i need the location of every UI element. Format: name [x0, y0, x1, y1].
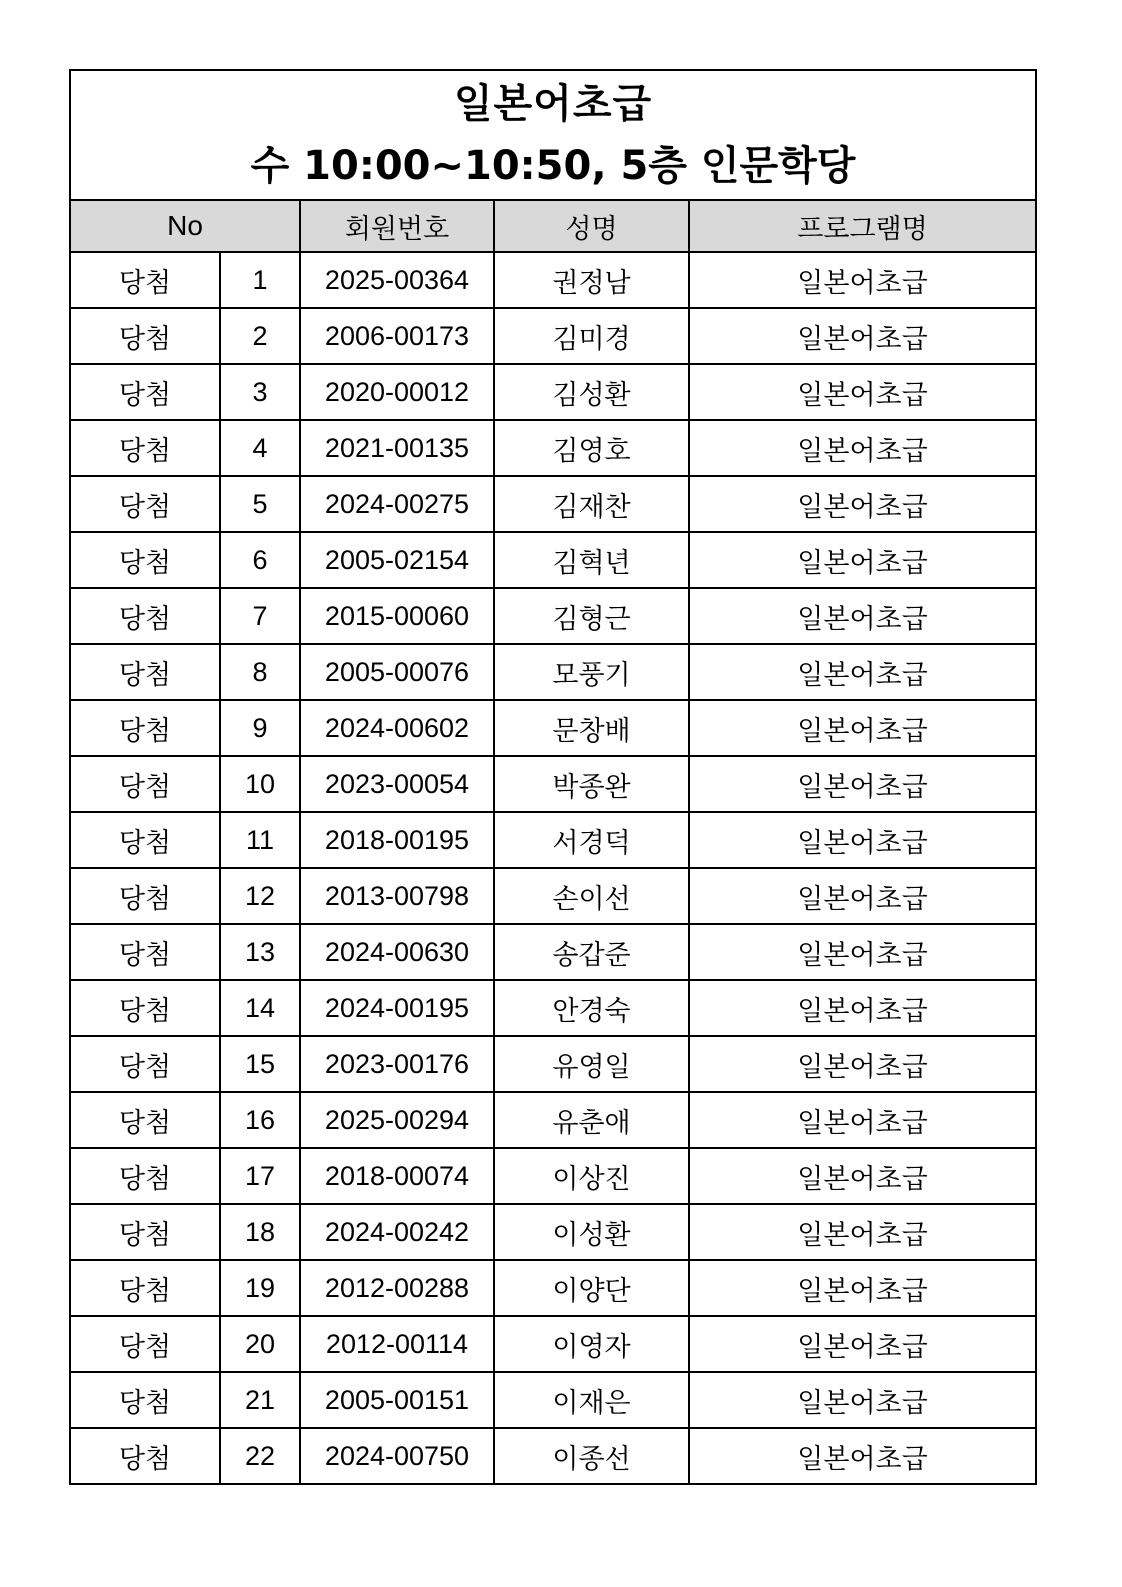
program-name-cell: 일본어초급	[689, 1204, 1036, 1260]
row-number-cell: 19	[220, 1260, 300, 1316]
program-name-cell: 일본어초급	[689, 364, 1036, 420]
member-name-cell: 서경덕	[494, 812, 689, 868]
program-name-cell: 일본어초급	[689, 532, 1036, 588]
member-id-cell: 2024-00750	[300, 1428, 494, 1484]
member-id-cell: 2015-00060	[300, 588, 494, 644]
member-name-cell: 이상진	[494, 1148, 689, 1204]
member-id-cell: 2005-00076	[300, 644, 494, 700]
member-name-cell: 문창배	[494, 700, 689, 756]
program-name-cell: 일본어초급	[689, 252, 1036, 308]
program-title: 일본어초급	[453, 81, 653, 127]
member-name-cell: 김재찬	[494, 476, 689, 532]
program-name-cell: 일본어초급	[689, 924, 1036, 980]
program-name-cell: 일본어초급	[689, 1092, 1036, 1148]
row-number-cell: 6	[220, 532, 300, 588]
status-cell: 당첨	[70, 532, 220, 588]
row-number-cell: 15	[220, 1036, 300, 1092]
program-name-cell: 일본어초급	[689, 588, 1036, 644]
member-id-cell: 2005-02154	[300, 532, 494, 588]
program-name-cell: 일본어초급	[689, 1260, 1036, 1316]
status-cell: 당첨	[70, 364, 220, 420]
lottery-result-table	[69, 69, 1037, 1485]
status-cell: 당첨	[70, 868, 220, 924]
status-cell: 당첨	[70, 756, 220, 812]
table-row	[70, 1260, 1036, 1316]
row-number-cell: 16	[220, 1092, 300, 1148]
table-row	[70, 420, 1036, 476]
member-id-cell: 2024-00275	[300, 476, 494, 532]
member-name-cell: 김형근	[494, 588, 689, 644]
program-name-cell: 일본어초급	[689, 1428, 1036, 1484]
member-name-cell: 김미경	[494, 308, 689, 364]
member-id-cell: 2023-00054	[300, 756, 494, 812]
status-cell: 당첨	[70, 1092, 220, 1148]
header-no: No	[70, 200, 300, 252]
row-number-cell: 21	[220, 1372, 300, 1428]
table-row	[70, 1316, 1036, 1372]
member-id-cell: 2020-00012	[300, 364, 494, 420]
row-number-cell: 2	[220, 308, 300, 364]
table-row	[70, 812, 1036, 868]
member-name-cell: 김영호	[494, 420, 689, 476]
table-body	[70, 252, 1036, 1484]
schedule-subtitle: 수 10:00~10:50, 5층 인문학당	[250, 143, 856, 189]
table-row	[70, 476, 1036, 532]
member-name-cell: 유영일	[494, 1036, 689, 1092]
status-cell: 당첨	[70, 812, 220, 868]
member-id-cell: 2012-00288	[300, 1260, 494, 1316]
row-number-cell: 8	[220, 644, 300, 700]
member-name-cell: 손이선	[494, 868, 689, 924]
member-id-cell: 2012-00114	[300, 1316, 494, 1372]
program-name-cell: 일본어초급	[689, 308, 1036, 364]
program-name-cell: 일본어초급	[689, 868, 1036, 924]
header-member-id: 회원번호	[300, 200, 494, 252]
member-name-cell: 김성환	[494, 364, 689, 420]
document-title	[70, 70, 1036, 200]
member-id-cell: 2024-00195	[300, 980, 494, 1036]
member-name-cell: 이양단	[494, 1260, 689, 1316]
status-cell: 당첨	[70, 1428, 220, 1484]
row-number-cell: 1	[220, 252, 300, 308]
table-row	[70, 252, 1036, 308]
member-id-cell: 2018-00074	[300, 1148, 494, 1204]
table-row	[70, 1148, 1036, 1204]
status-cell: 당첨	[70, 1148, 220, 1204]
status-cell: 당첨	[70, 588, 220, 644]
member-name-cell: 이성환	[494, 1204, 689, 1260]
member-id-cell: 2025-00294	[300, 1092, 494, 1148]
status-cell: 당첨	[70, 924, 220, 980]
program-name-cell: 일본어초급	[689, 420, 1036, 476]
status-cell: 당첨	[70, 1260, 220, 1316]
table-row	[70, 588, 1036, 644]
member-id-cell: 2018-00195	[300, 812, 494, 868]
member-name-cell: 김혁년	[494, 532, 689, 588]
table-row	[70, 1036, 1036, 1092]
program-name-cell: 일본어초급	[689, 1036, 1036, 1092]
table-row	[70, 1092, 1036, 1148]
header-name: 성명	[494, 200, 689, 252]
row-number-cell: 17	[220, 1148, 300, 1204]
member-name-cell: 이재은	[494, 1372, 689, 1428]
program-name-cell: 일본어초급	[689, 1372, 1036, 1428]
row-number-cell: 11	[220, 812, 300, 868]
member-name-cell: 이종선	[494, 1428, 689, 1484]
table-row	[70, 532, 1036, 588]
member-id-cell: 2024-00242	[300, 1204, 494, 1260]
row-number-cell: 13	[220, 924, 300, 980]
row-number-cell: 20	[220, 1316, 300, 1372]
table-row	[70, 364, 1036, 420]
table-row	[70, 924, 1036, 980]
program-name-cell: 일본어초급	[689, 1148, 1036, 1204]
table-row	[70, 1372, 1036, 1428]
status-cell: 당첨	[70, 476, 220, 532]
member-id-cell: 2025-00364	[300, 252, 494, 308]
table-row	[70, 1428, 1036, 1484]
status-cell: 당첨	[70, 1036, 220, 1092]
program-name-cell: 일본어초급	[689, 980, 1036, 1036]
member-id-cell: 2005-00151	[300, 1372, 494, 1428]
row-number-cell: 7	[220, 588, 300, 644]
status-cell: 당첨	[70, 1204, 220, 1260]
program-name-cell: 일본어초급	[689, 644, 1036, 700]
program-name-cell: 일본어초급	[689, 812, 1036, 868]
status-cell: 당첨	[70, 1316, 220, 1372]
row-number-cell: 14	[220, 980, 300, 1036]
row-number-cell: 3	[220, 364, 300, 420]
table-row	[70, 756, 1036, 812]
row-number-cell: 4	[220, 420, 300, 476]
table-row	[70, 308, 1036, 364]
status-cell: 당첨	[70, 980, 220, 1036]
member-id-cell: 2023-00176	[300, 1036, 494, 1092]
table-row	[70, 644, 1036, 700]
member-name-cell: 권정남	[494, 252, 689, 308]
status-cell: 당첨	[70, 420, 220, 476]
row-number-cell: 18	[220, 1204, 300, 1260]
member-id-cell: 2013-00798	[300, 868, 494, 924]
status-cell: 당첨	[70, 700, 220, 756]
member-name-cell: 유춘애	[494, 1092, 689, 1148]
row-number-cell: 22	[220, 1428, 300, 1484]
member-name-cell: 송갑준	[494, 924, 689, 980]
row-number-cell: 12	[220, 868, 300, 924]
row-number-cell: 10	[220, 756, 300, 812]
table-row	[70, 868, 1036, 924]
row-number-cell: 9	[220, 700, 300, 756]
member-id-cell: 2021-00135	[300, 420, 494, 476]
member-name-cell: 박종완	[494, 756, 689, 812]
table-header-row	[70, 200, 1036, 252]
status-cell: 당첨	[70, 644, 220, 700]
table-row	[70, 1204, 1036, 1260]
member-id-cell: 2024-00602	[300, 700, 494, 756]
header-program: 프로그램명	[689, 200, 1036, 252]
program-name-cell: 일본어초급	[689, 1316, 1036, 1372]
status-cell: 당첨	[70, 308, 220, 364]
member-id-cell: 2006-00173	[300, 308, 494, 364]
status-cell: 당첨	[70, 1372, 220, 1428]
member-name-cell: 이영자	[494, 1316, 689, 1372]
table-row	[70, 980, 1036, 1036]
member-name-cell: 안경숙	[494, 980, 689, 1036]
program-name-cell: 일본어초급	[689, 700, 1036, 756]
status-cell: 당첨	[70, 252, 220, 308]
table-row	[70, 700, 1036, 756]
program-name-cell: 일본어초급	[689, 756, 1036, 812]
member-id-cell: 2024-00630	[300, 924, 494, 980]
row-number-cell: 5	[220, 476, 300, 532]
member-name-cell: 모풍기	[494, 644, 689, 700]
program-name-cell: 일본어초급	[689, 476, 1036, 532]
